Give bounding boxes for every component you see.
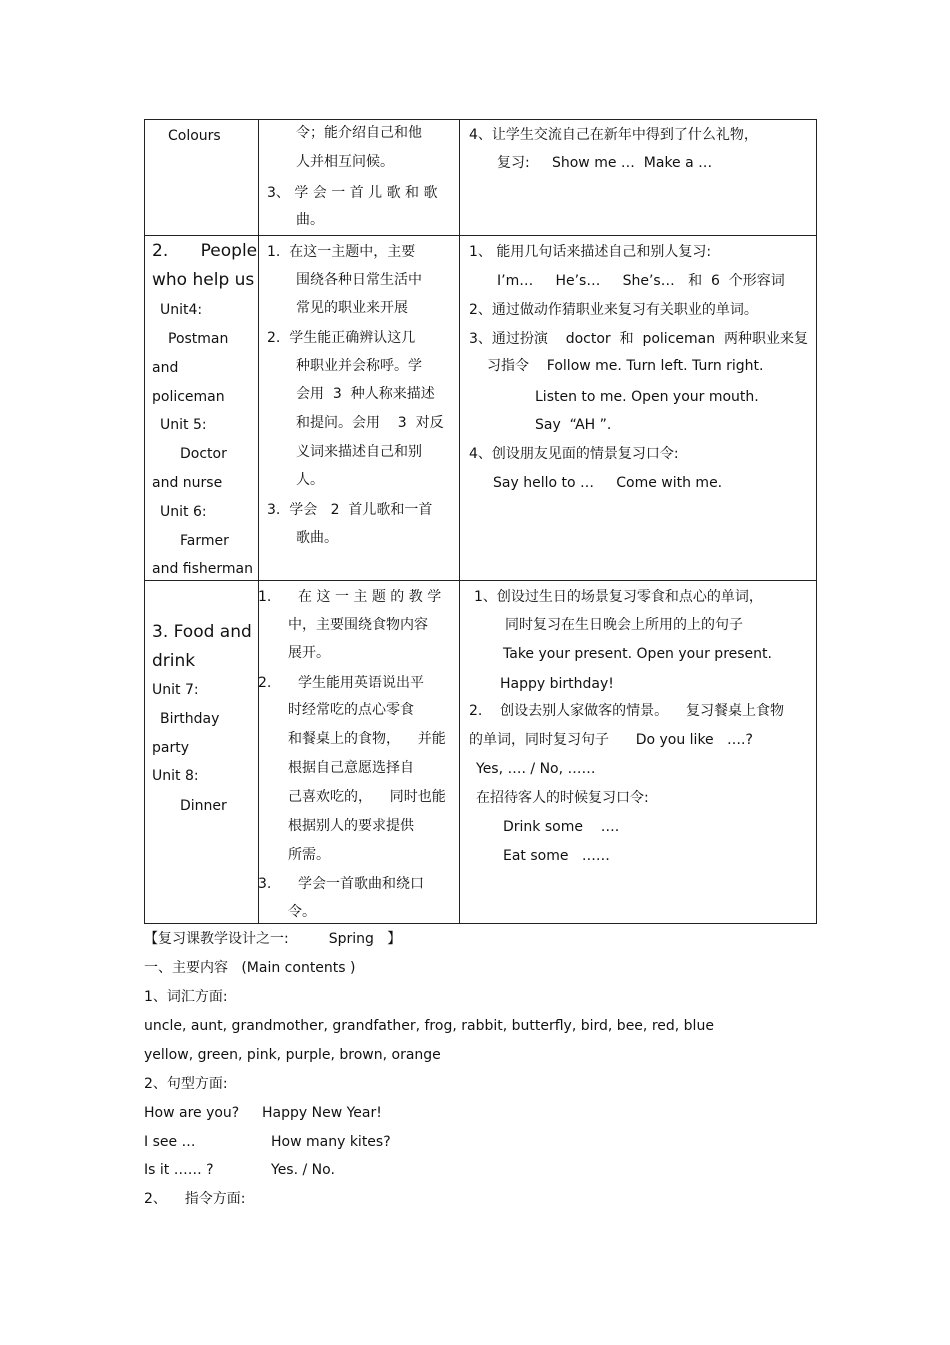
vocab-line: yellow, green, pink, purple, brown, orange — [144, 1047, 441, 1063]
row2-goal-line: 人。 — [296, 472, 324, 488]
table-border-top — [144, 119, 817, 120]
row-divider-2 — [144, 580, 817, 581]
row2-unit-line: and — [152, 360, 179, 376]
table-border-left — [144, 119, 145, 924]
sentence-left: Is it …… ? — [144, 1162, 214, 1178]
vocab-line: uncle, aunt, grandmother, grandfather, frog, rabbit, butterfly, bird, bee, red, blue — [144, 1018, 714, 1034]
row3-activity-line: Yes, …. / No, …… — [476, 761, 596, 777]
row1-topic-colours: Colours — [168, 128, 221, 144]
row2-goal-line: 和提问。会用 3 对反 — [296, 415, 444, 431]
review-plan-table — [144, 119, 817, 924]
row3-activity-line: Take your present. Open your present. — [503, 646, 772, 662]
table-border-right — [816, 119, 817, 924]
row-divider-1 — [144, 235, 817, 236]
sentence-right: How many kites? — [271, 1134, 391, 1150]
row2-activity-line: Say hello to … Come with me. — [493, 475, 723, 491]
table-border-bottom — [144, 923, 817, 924]
row2-goal-line: 围绕各种日常生活中 — [296, 272, 422, 288]
row3-activity-line: 的单词，同时复习句子 Do you like ….? — [469, 732, 753, 748]
vocab-title: 1、词汇方面: — [144, 989, 228, 1005]
row2-goal-line: 义词来描述自己和别 — [296, 444, 422, 460]
row3-goal-line: 根据别人的要求提供 — [288, 818, 414, 834]
row2-unit-line: Unit 5: — [160, 417, 207, 433]
row2-unit-line: Farmer — [180, 533, 229, 549]
row2-unit-line: and fisherman — [152, 561, 253, 577]
row1-goal-line: 人并相互问候。 — [296, 154, 394, 170]
row2-unit-line: Postman — [168, 331, 229, 347]
row3-goal-line: 2. 学生能用英语说出平 — [258, 675, 425, 691]
row3-activity-line: 同时复习在生日晚会上所用的上的句子 — [505, 617, 743, 633]
row2-unit-line: and nurse — [152, 475, 223, 491]
row2-activity-line: 4、创设朋友见面的情景复习口令: — [469, 446, 679, 462]
lesson-heading: 【复习课教学设计之一: Spring 】 — [144, 931, 402, 947]
row2-unit-line: policeman — [152, 389, 225, 405]
row2-unit-line: Unit 6: — [160, 504, 207, 520]
row1-goal-line: 3、 学 会 一 首 儿 歌 和 歌 — [267, 185, 438, 201]
row2-topic-title: 2. People — [152, 241, 258, 261]
row2-topic-title: who help us — [152, 270, 255, 290]
row1-goal-line: 曲。 — [296, 212, 324, 228]
row1-goal-line: 令；能介绍自己和他 — [296, 125, 422, 141]
row3-goal-line: 所需。 — [288, 847, 330, 863]
sentence-left: I see … — [144, 1134, 196, 1150]
row2-goal-line: 1. 在这一主题中，主要 — [267, 244, 416, 260]
row3-activity-line: 2. 创设去别人家做客的情景。 复习餐桌上食物 — [469, 703, 784, 719]
row3-goal-line: 中，主要围绕食物内容 — [288, 617, 428, 633]
sentence-right: Happy New Year! — [262, 1105, 382, 1121]
row3-activity-line: 1、创设过生日的场景复习零食和点心的单词， — [474, 589, 763, 605]
row3-activity-line: Eat some …… — [503, 848, 610, 864]
row2-activity-line: Listen to me. Open your mouth. — [535, 389, 759, 405]
column-divider-2 — [459, 119, 460, 924]
row3-activity-line: Drink some …. — [503, 819, 620, 835]
row3-goal-line: 和餐桌上的食物， 并能 — [288, 731, 446, 747]
row3-goal-line: 己喜欢吃的， 同时也能 — [288, 789, 446, 805]
row3-topic-title: 3. Food and — [152, 622, 252, 642]
sentence-left: How are you? — [144, 1105, 240, 1121]
row2-activity-line: 2、通过做动作猜职业来复习有关职业的单词。 — [469, 302, 758, 318]
row1-activity-line: 4、让学生交流自己在新年中得到了什么礼物， — [469, 127, 758, 143]
row2-activity-line: Say “AH ”. — [535, 417, 612, 433]
row2-goal-line: 2. 学生能正确辨认这几 — [267, 330, 416, 346]
row2-activity-line: 3、通过扮演 doctor 和 policeman 两种职业来复 — [469, 331, 809, 347]
row3-goal-line: 1. 在 这 一 主 题 的 教 学 — [258, 589, 442, 605]
command-title: 2、 指令方面: — [144, 1191, 246, 1207]
row2-goal-line: 歌曲。 — [296, 530, 338, 546]
row1-activity-line: 复习: Show me … Make a … — [497, 155, 713, 171]
row3-unit-line: Unit 7: — [152, 682, 199, 698]
sentence-title: 2、句型方面: — [144, 1076, 228, 1092]
row2-unit-line: Unit4: — [160, 302, 203, 318]
row3-unit-line: Dinner — [180, 798, 227, 814]
row3-goal-line: 令。 — [288, 904, 316, 920]
row2-activity-line: I’m… He’s… She’s… 和 6 个形容词 — [497, 273, 785, 289]
row3-unit-line: Birthday — [160, 711, 220, 727]
row2-activity-line: 习指令 Follow me. Turn left. Turn right. — [487, 358, 764, 374]
row3-goal-line: 根据自己意愿选择自 — [288, 760, 414, 776]
row3-unit-line: Unit 8: — [152, 768, 199, 784]
row3-goal-line: 展开。 — [288, 645, 330, 661]
sentence-right: Yes. / No. — [271, 1162, 335, 1178]
row3-goal-line: 3. 学会一首歌曲和绕口 — [258, 876, 425, 892]
row2-goal-line: 会用 3 种人称来描述 — [296, 386, 435, 402]
column-divider-1 — [258, 119, 259, 924]
row2-activity-line: 1、 能用几句话来描述自己和别人复习: — [469, 244, 712, 260]
row3-unit-line: party — [152, 740, 189, 756]
row3-goal-line: 时经常吃的点心零食 — [288, 702, 414, 718]
row2-goal-line: 常见的职业来开展 — [296, 300, 408, 316]
row2-goal-line: 种职业并会称呼。学 — [296, 358, 422, 374]
row2-unit-line: Doctor — [180, 446, 227, 462]
section-main-contents: 一、主要内容 (Main contents ) — [144, 960, 356, 976]
row2-goal-line: 3. 学会 2 首儿歌和一首 — [267, 502, 433, 518]
row3-topic-title: drink — [152, 651, 196, 671]
row3-activity-line: Happy birthday! — [500, 676, 614, 692]
row3-activity-line: 在招待客人的时候复习口令: — [476, 790, 649, 806]
